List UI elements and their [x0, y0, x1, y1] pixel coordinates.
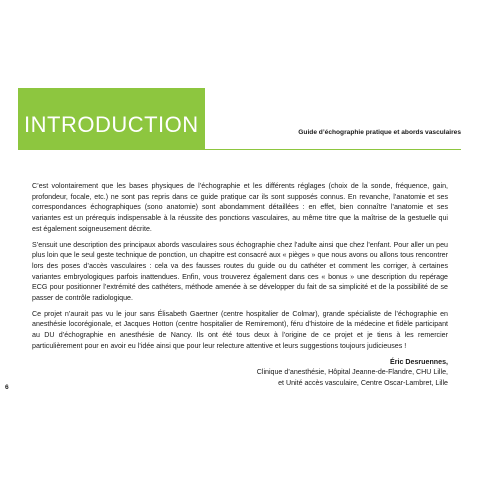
author-name: Éric Desruennes, [390, 357, 448, 366]
running-head: Guide d’échographie pratique et abords vasculaires [298, 129, 461, 136]
paragraph-2: S’ensuit une description des principaux abords vasculaires sous échographie chez l’adulte ainsi que chez l’enfant. Pour aller un peu plus loin que le seul geste technique de ponction, un chapitre est consacré aux « pièges » que nous avons ou allons tous rencontrer lors des poses d’accès vasculaires : cela va des fausses routes du guide ou du cathéter et comment les corriger, à certaines variantes embryologiques parfois inattendues. Enfin, vous trouverez également dans ces « bonus » une description du repérage ECG pour positionner l’extrémité des cathéters, méthode amenée à se développer du fait de sa simplicité et de la possibilité de se passer de contrôle radiologique. [32, 240, 448, 303]
signature-block [32, 357, 448, 389]
body-text [32, 181, 448, 389]
paragraph-3: Ce projet n’aurait pas vu le jour sans Élisabeth Gaertner (centre hospitalier de Colmar), grande spécialiste de l’échographie en anesthésie locorégionale, et Jacques Hotton (centre hospitalier de Remiremont), féru d’histoire de la médecine et fidèle participant au DU d’échographie en anesthésie de Nancy. Ils ont été tous deux à l’origine de ce projet et je tiens à les remercier particulièrement pour en avoir eu l’idée ainsi que pour leur relecture attentive et leurs suggestions toujours judicieuses ! [32, 309, 448, 350]
header-rule [205, 149, 461, 150]
author-affiliation-2: et Unité accès vasculaire, Centre Oscar-Lambret, Lille [278, 378, 448, 387]
page-number: 6 [5, 384, 9, 391]
author-affiliation-1: Clinique d’anesthésie, Hôpital Jeanne-de-Flandre, CHU Lille, [256, 368, 448, 377]
chapter-title: INTRODUCTION [24, 112, 199, 137]
paragraph-1: C’est volontairement que les bases physiques de l’échographie et les différents réglages (choix de la sonde, fréquence, gain, profondeur, focale, etc.) ne sont pas repris dans ce guide pratique car ils sont supposés connus. En revanche, l’anatomie et ses correspondances échographiques (sono anatomie) sont abondamment détaillées : en effet, bien connaître l’anatomie et ses variantes est un prérequis indispensable à la réussite des ponctions vasculaires, au même titre que la maîtrise de la gestuelle qui est également soigneusement décrite. [32, 182, 448, 233]
